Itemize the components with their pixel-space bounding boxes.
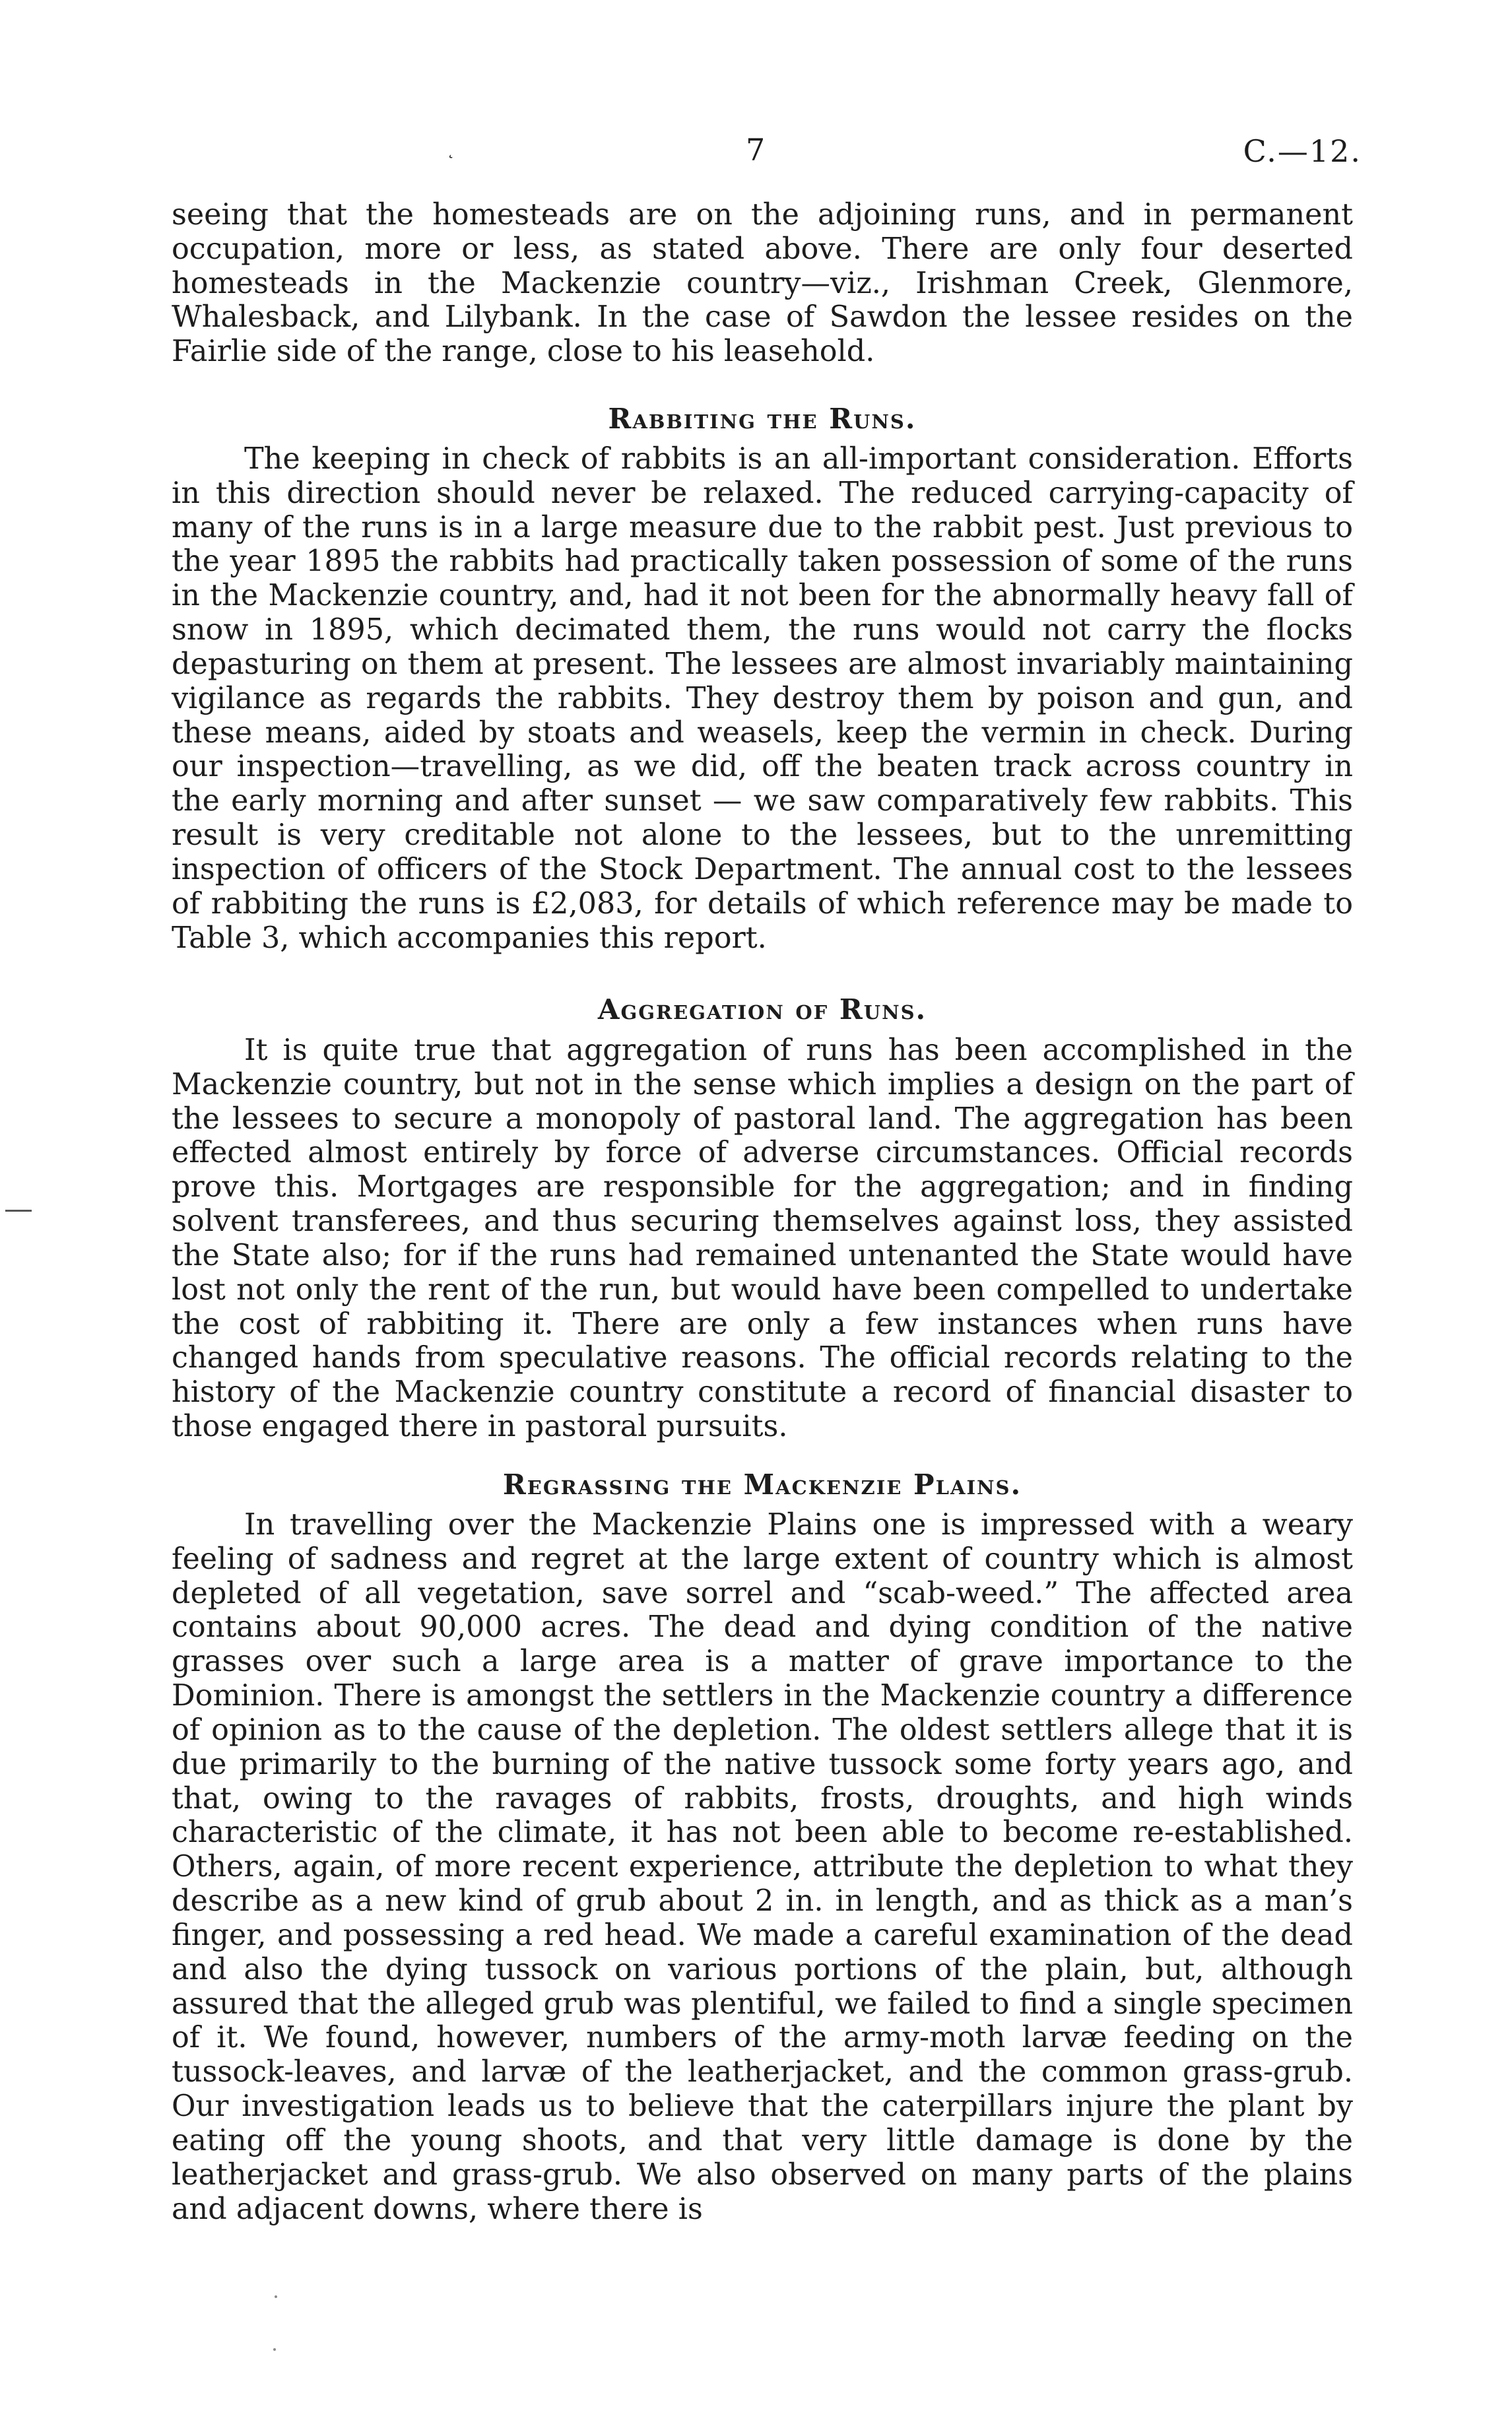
margin-mark — [5, 1210, 32, 1212]
aggregation-paragraph: It is quite true that aggregation of runs has been accomplished in the Mackenzie country, but not in the sense which implies a design on the part of the lessees to secure a monopoly of pastoral land. The aggregation has been effected almost entirely by force of adverse circumstances. Official records prove this. Mortgages are responsible for the aggregation; and in finding solvent transferees, and thus securing themselves against loss, they assisted the State also; for if the runs had remained untenanted the State would have lost not only the rent of the run, but would have been compelled to undertake the cost of rabbiting it. There are only a few instances when runs have changed hands from speculative reasons. The official records relating to the history of the Mackenzie country constitute a record of financial disaster to those engaged there in pastoral pursuits. — [172, 1034, 1353, 1444]
stray-print-mark: ˛ — [447, 141, 455, 159]
speck-mark — [275, 2295, 277, 2298]
paper-reference: C.—12. — [1243, 133, 1362, 169]
speck-mark — [273, 2348, 276, 2351]
intro-paragraph: seeing that the homesteads are on the adjoining runs, and in permanent occupation, more or less, as stated above. There are only four deserted homesteads in the Mackenzie country—viz., Irishman Creek, Glenmore, Whalesback, and Lilybank. In the case of Sawdon the lessee resides on the Fairlie side of the range, close to his leasehold. — [172, 198, 1353, 369]
page-header — [0, 132, 1512, 172]
page-number: 7 — [746, 132, 766, 168]
rabbiting-paragraph: The keeping in check of rabbits is an all-important consideration. Efforts in this direction should never be relaxed. The reduced carrying-capacity of many of the runs is in a large measure due to the rabbit pest. Just previous to the year 1895 the rabbits had practically taken possession of some of the runs in the Mackenzie country, and, had it not been for the abnormally heavy fall of snow in 1895, which decimated them, the runs would not carry the flocks depasturing on them at present. The lessees are almost invariably maintaining vigilance as regards the rabbits. They destroy them by poison and gun, and these means, aided by stoats and weasels, keep the vermin in check. During our inspection—travelling, as we did, off the beaten track across country in the early morning and after sunset — we saw comparatively few rabbits. This result is very creditable not alone to the lessees, but to the unremitting inspection of officers of the Stock Department. The annual cost to the lessees of rabbiting the runs is £2,083, for details of which reference may be made to Table 3, which accompanies this report. — [172, 442, 1353, 955]
heading-regrassing: Regrassing the Mackenzie Plains. — [502, 1468, 1022, 1501]
heading-aggregation: Aggregation of Runs. — [597, 993, 927, 1026]
regrassing-paragraph: In travelling over the Mackenzie Plains one is impressed with a weary feeling of sadness and regret at the large extent of country which is almost depleted of all vegetation, save sorrel and “scab-weed.” The affected area contains about 90,000 acres. The dead and dying condition of the native grasses over such a large area is a matter of grave importance to the Dominion. There is amongst the settlers in the Mackenzie country a difference of opinion as to the cause of the depletion. The oldest settlers allege that it is due primarily to the burning of the native tussock some forty years ago, and that, owing to the ravages of rabbits, frosts, droughts, and high winds characteristic of the climate, it has not been able to become re-established. Others, again, of more recent experience, attribute the depletion to what they describe as a new kind of grub about 2 in. in length, and as thick as a man’s finger, and possessing a red head. We made a careful examination of the dead and also the dying tussock on various portions of the plain, but, although assured that the alleged grub was plentiful, we failed to find a single specimen of it. We found, however, numbers of the army-moth larvæ feeding on the tussock-leaves, and larvæ of the leatherjacket, and the common grass-grub. Our investigation leads us to believe that the caterpillars injure the plant by eating off the young shoots, and that very little damage is done by the leatherjacket and grass-grub. We also observed on many parts of the plains and adjacent downs, where there is — [172, 1508, 1353, 2226]
heading-rabbiting: Rabbiting the Runs. — [608, 403, 917, 435]
